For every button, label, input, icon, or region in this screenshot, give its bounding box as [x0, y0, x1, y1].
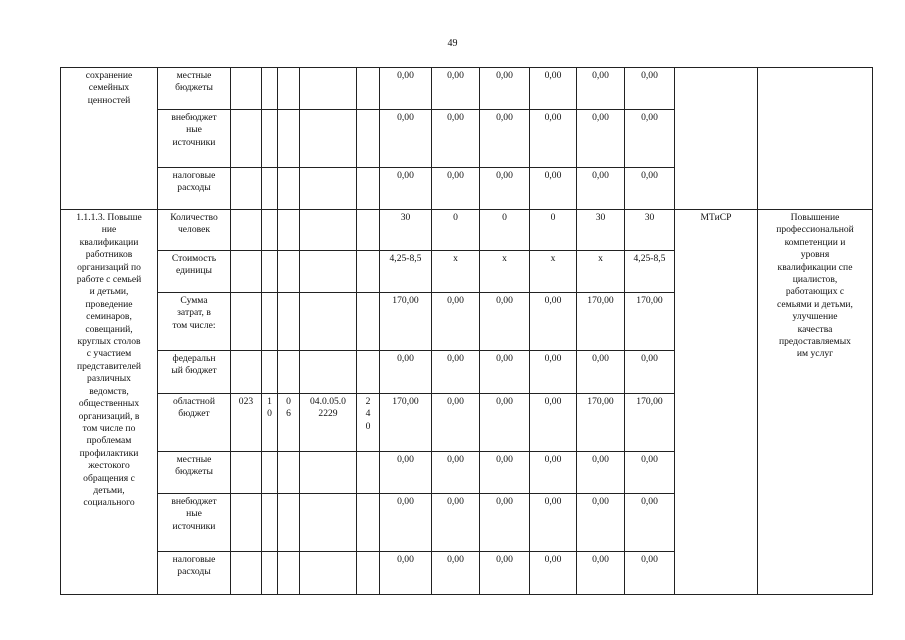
- value-cell: 170,00: [380, 394, 432, 452]
- value-cell: 0,00: [380, 351, 432, 394]
- csr-cell: [300, 251, 357, 293]
- funding-source-cell: налоговые расходы: [158, 552, 231, 595]
- value-cell: 0,00: [625, 494, 675, 552]
- value-cell: 0,00: [577, 110, 625, 168]
- value-cell: 0,00: [530, 494, 577, 552]
- rz-cell: 1 0: [262, 394, 278, 452]
- value-cell: 0,00: [380, 494, 432, 552]
- pr-cell: [278, 494, 300, 552]
- measure-name-cell: сохранение семейных ценностей: [61, 68, 158, 210]
- value-cell: 0,00: [480, 168, 530, 210]
- funding-source-cell: областной бюджет: [158, 394, 231, 452]
- value-cell: 0,00: [432, 351, 480, 394]
- grbs-cell: [231, 293, 262, 351]
- value-cell: 170,00: [380, 293, 432, 351]
- executor-cell: [675, 68, 758, 210]
- grbs-cell: [231, 251, 262, 293]
- budget-table: [60, 67, 873, 595]
- value-cell: 0,00: [530, 394, 577, 452]
- value-cell: х: [577, 251, 625, 293]
- pr-cell: [278, 68, 300, 110]
- value-cell: 0,00: [380, 110, 432, 168]
- vr-cell: [357, 251, 380, 293]
- value-cell: 0,00: [480, 68, 530, 110]
- value-cell: 0,00: [625, 452, 675, 494]
- value-cell: 0: [480, 210, 530, 251]
- value-cell: 0,00: [530, 351, 577, 394]
- value-cell: 0,00: [432, 394, 480, 452]
- value-cell: 0,00: [625, 552, 675, 595]
- grbs-cell: [231, 210, 262, 251]
- vr-cell: [357, 351, 380, 394]
- value-cell: 0,00: [380, 552, 432, 595]
- vr-cell: [357, 452, 380, 494]
- value-cell: 0,00: [530, 110, 577, 168]
- funding-source-cell: Сумма затрат, в том числе:: [158, 293, 231, 351]
- table-row: [61, 68, 873, 110]
- rz-cell: [262, 293, 278, 351]
- rz-cell: [262, 210, 278, 251]
- funding-source-cell: внебюджет ные источники: [158, 110, 231, 168]
- grbs-cell: [231, 110, 262, 168]
- table-row: [61, 210, 873, 251]
- value-cell: 0,00: [432, 293, 480, 351]
- value-cell: х: [432, 251, 480, 293]
- value-cell: 0,00: [432, 68, 480, 110]
- pr-cell: [278, 552, 300, 595]
- funding-source-cell: налоговые расходы: [158, 168, 231, 210]
- csr-cell: [300, 210, 357, 251]
- funding-source-cell: Количество человек: [158, 210, 231, 251]
- value-cell: 0: [432, 210, 480, 251]
- pr-cell: [278, 251, 300, 293]
- csr-cell: [300, 552, 357, 595]
- value-cell: 0,00: [577, 351, 625, 394]
- value-cell: 0,00: [480, 351, 530, 394]
- executor-cell: МТиСР: [675, 210, 758, 595]
- value-cell: 0,00: [480, 452, 530, 494]
- value-cell: х: [480, 251, 530, 293]
- pr-cell: [278, 293, 300, 351]
- grbs-cell: [231, 351, 262, 394]
- grbs-cell: 023: [231, 394, 262, 452]
- csr-cell: [300, 110, 357, 168]
- grbs-cell: [231, 168, 262, 210]
- value-cell: 0: [530, 210, 577, 251]
- vr-cell: [357, 293, 380, 351]
- value-cell: 0,00: [530, 68, 577, 110]
- result-cell: [758, 68, 873, 210]
- csr-cell: [300, 68, 357, 110]
- value-cell: 0,00: [625, 351, 675, 394]
- vr-cell: [357, 168, 380, 210]
- rz-cell: [262, 68, 278, 110]
- value-cell: 0,00: [432, 168, 480, 210]
- grbs-cell: [231, 68, 262, 110]
- value-cell: 0,00: [577, 552, 625, 595]
- value-cell: 0,00: [480, 293, 530, 351]
- value-cell: 0,00: [432, 110, 480, 168]
- grbs-cell: [231, 452, 262, 494]
- expected-result-cell: Повышение профессиональной компетенции и уровня квалификации спе циалистов, работающих с семьями и детьми, улучшение качества предоставляемых им услуг: [758, 210, 873, 595]
- value-cell: 0,00: [380, 68, 432, 110]
- value-cell: 0,00: [480, 494, 530, 552]
- rz-cell: [262, 552, 278, 595]
- rz-cell: [262, 494, 278, 552]
- vr-cell: [357, 110, 380, 168]
- rz-cell: [262, 251, 278, 293]
- vr-cell: [357, 494, 380, 552]
- value-cell: 0,00: [530, 552, 577, 595]
- vr-cell: [357, 210, 380, 251]
- value-cell: 170,00: [577, 394, 625, 452]
- value-cell: 0,00: [432, 552, 480, 595]
- value-cell: 30: [380, 210, 432, 251]
- rz-cell: [262, 110, 278, 168]
- vr-cell: 2 4 0: [357, 394, 380, 452]
- value-cell: 30: [625, 210, 675, 251]
- measure-name-cell: 1.1.1.3. Повыше ние квалификации работников организаций по работе с семьей и детьми, проведение семинаров, совещаний, круглых столов с участием представителей различных ведомств, общественных организаций, в том числе по проблемам профилактики жестокого обращения с детьми, социального: [61, 210, 158, 595]
- funding-source-cell: местные бюджеты: [158, 452, 231, 494]
- value-cell: 0,00: [480, 394, 530, 452]
- value-cell: 0,00: [480, 552, 530, 595]
- csr-cell: [300, 293, 357, 351]
- value-cell: 170,00: [625, 394, 675, 452]
- pr-cell: [278, 168, 300, 210]
- vr-cell: [357, 68, 380, 110]
- pr-cell: [278, 210, 300, 251]
- grbs-cell: [231, 552, 262, 595]
- value-cell: 0,00: [577, 494, 625, 552]
- value-cell: 30: [577, 210, 625, 251]
- funding-source-cell: Стоимость единицы: [158, 251, 231, 293]
- value-cell: 0,00: [432, 494, 480, 552]
- csr-cell: 04.0.05.0 2229: [300, 394, 357, 452]
- csr-cell: [300, 494, 357, 552]
- value-cell: 0,00: [577, 452, 625, 494]
- funding-source-cell: федеральн ый бюджет: [158, 351, 231, 394]
- page-number: 49: [447, 38, 458, 49]
- funding-source-cell: местные бюджеты: [158, 68, 231, 110]
- value-cell: 0,00: [577, 68, 625, 110]
- rz-cell: [262, 351, 278, 394]
- pr-cell: [278, 110, 300, 168]
- value-cell: 170,00: [625, 293, 675, 351]
- value-cell: 0,00: [625, 68, 675, 110]
- value-cell: 0,00: [530, 452, 577, 494]
- csr-cell: [300, 452, 357, 494]
- rz-cell: [262, 452, 278, 494]
- grbs-cell: [231, 494, 262, 552]
- value-cell: х: [530, 251, 577, 293]
- csr-cell: [300, 351, 357, 394]
- value-cell: 0,00: [380, 168, 432, 210]
- value-cell: 0,00: [480, 110, 530, 168]
- value-cell: 4,25-8,5: [625, 251, 675, 293]
- pr-cell: [278, 351, 300, 394]
- value-cell: 0,00: [577, 168, 625, 210]
- value-cell: 0,00: [530, 168, 577, 210]
- pr-cell: 0 6: [278, 394, 300, 452]
- value-cell: 0,00: [380, 452, 432, 494]
- value-cell: 0,00: [530, 293, 577, 351]
- value-cell: 4,25-8,5: [380, 251, 432, 293]
- vr-cell: [357, 552, 380, 595]
- value-cell: 0,00: [432, 452, 480, 494]
- value-cell: 0,00: [625, 168, 675, 210]
- value-cell: 170,00: [577, 293, 625, 351]
- pr-cell: [278, 452, 300, 494]
- funding-source-cell: внебюджет ные источники: [158, 494, 231, 552]
- value-cell: 0,00: [625, 110, 675, 168]
- rz-cell: [262, 168, 278, 210]
- csr-cell: [300, 168, 357, 210]
